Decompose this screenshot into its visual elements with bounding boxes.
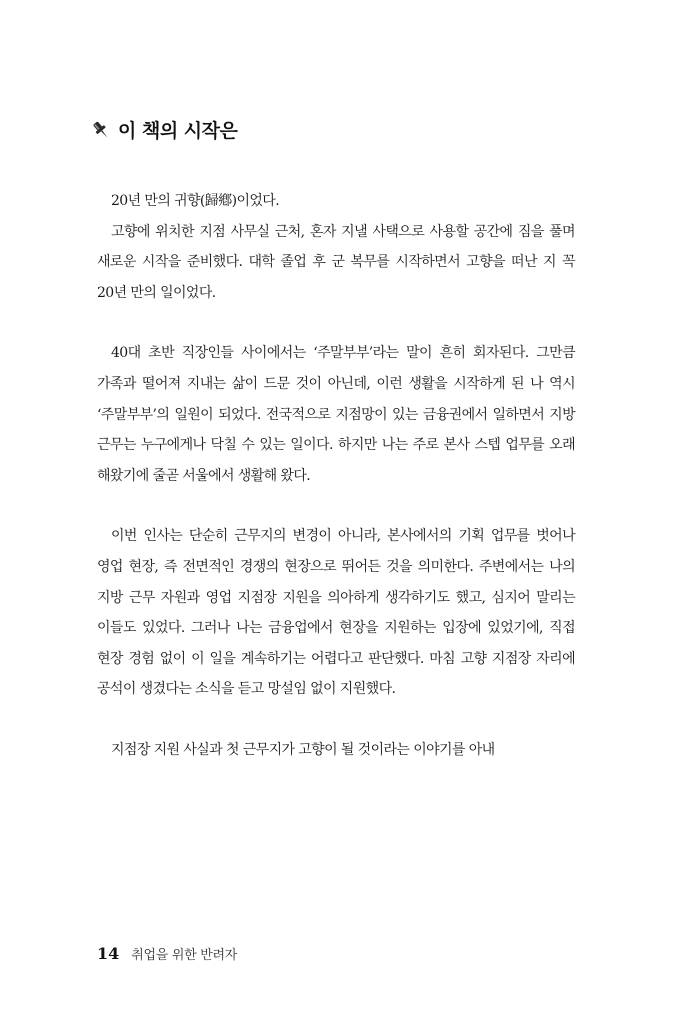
paragraph-2: 고향에 위치한 지점 사무실 근처, 혼자 지낼 사택으로 사용할 공간에 짐을 풀며 새로운 시작을 준비했다. 대학 졸업 후 군 복무를 시작하면서 고향을 떠난 지 꼭 20년 만의 일이었다. (97, 223, 575, 301)
paragraph-1: 20년 만의 귀향(歸鄕)이었다. (111, 193, 280, 209)
section-title: 이 책의 시작은 (118, 120, 238, 142)
page-number: 14 (97, 944, 120, 963)
body-text (97, 186, 575, 766)
paragraph-5: 지점장 지원 사실과 첫 근무지가 고향이 될 것이라는 이야기를 아내 (111, 741, 495, 758)
section-header (90, 116, 237, 143)
pushpin-icon (90, 119, 112, 141)
page-footer (97, 944, 237, 963)
paragraph-3: 40대 초반 직장인들 사이에서는 ‘주말부부’라는 말이 흔히 회자된다. 그만큼 가족과 떨어져 지내는 삶이 드문 것이 아닌데, 이런 생활을 시작하게 된 나 역시 ‘주말부부’의 일원이 되었다. 전국적으로 지점망이 있는 금융권에서 일하면서 지방 근무는 누구에게나 닥칠 수 있는 일이다. 하지만 나는 주로 본사 스텝 업무를 오래 해왔기에 줄곧 서울에서 생활해 왔다. (97, 345, 575, 484)
running-title: 취업을 위한 반려자 (131, 948, 237, 963)
paragraph-4: 이번 인사는 단순히 근무지의 변경이 아니라, 본사에서의 기획 업무를 벗어나 영업 현장, 즉 전면적인 경쟁의 현장으로 뛰어든 것을 의미한다. 주변에서는 나의 지방 근무 자원과 영업 지점장 지원을 의아하게 생각하기도 했고, 심지어 말리는 이들도 있었다. 그러나 나는 금융업에서 현장을 지원하는 입장에 있었기에, 직접 현장 경험 없이 이 일을 계속하기는 어렵다고 판단했다. 마침 고향 지점장 자리에 공석이 생겼다는 소식을 듣고 망설임 없이 지원했다. (97, 528, 575, 698)
